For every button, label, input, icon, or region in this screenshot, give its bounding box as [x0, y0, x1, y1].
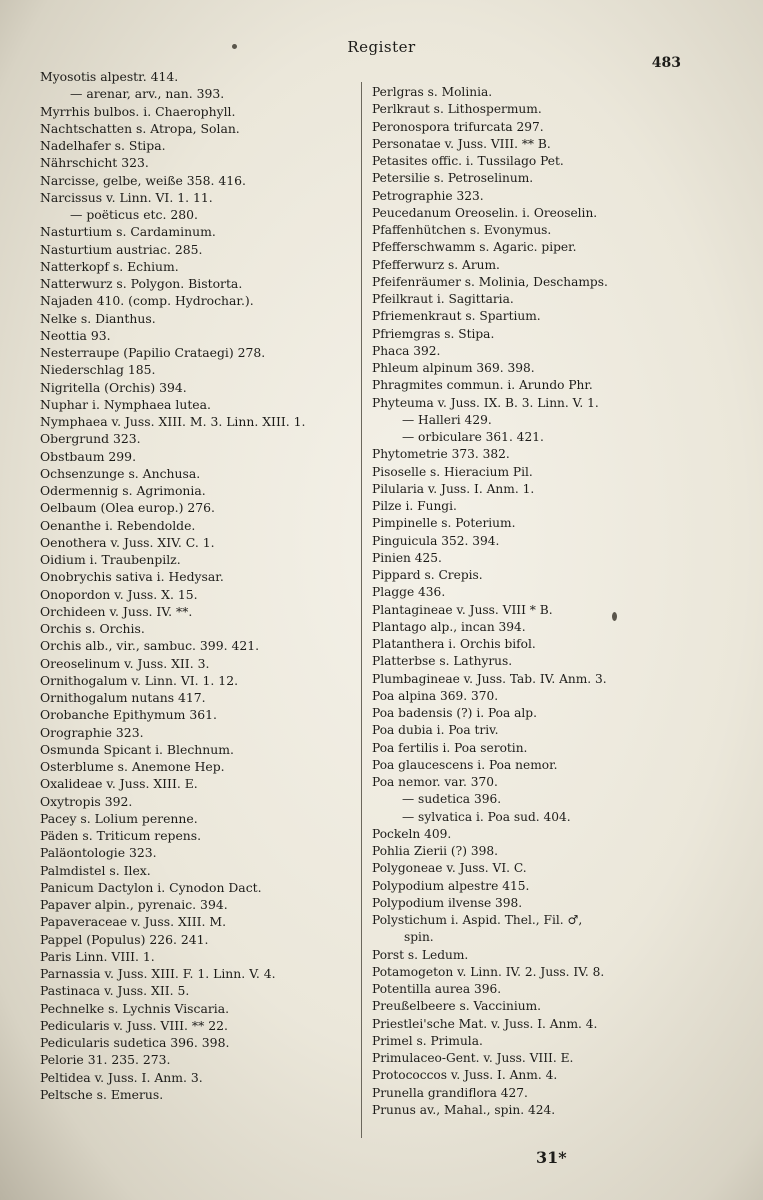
index-entry: Onopordon v. Juss. X. 15.	[40, 586, 198, 602]
index-entry: Pockeln 409.	[372, 826, 452, 841]
index-entry: Papaver alpin., pyrenaic. 394.	[40, 897, 228, 912]
index-entry: Pfefferwurz s. Arum.	[372, 257, 500, 272]
index-entry: Petersilie s. Petroselinum.	[372, 171, 534, 186]
index-entry: Phaca 392.	[372, 343, 441, 358]
index-entry: Myosotis alpestr. 414.	[40, 69, 179, 84]
index-entry: Pacey s. Lolium perenne.	[40, 810, 198, 826]
index-entry: Peltidea v. Juss. I. Anm. 3.	[40, 1069, 203, 1085]
index-entry: Palmdistel s. Ilex.	[40, 862, 151, 878]
index-entry: Polypodium ilvense 398.	[372, 895, 523, 910]
index-entry: Obergrund 323.	[40, 431, 141, 447]
index-entry: Poa glaucescens i. Poa nemor.	[372, 757, 558, 772]
index-entry: Onobrychis sativa i. Hedysar.	[40, 569, 224, 585]
index-entry: Orobanche Epithymum 361.	[40, 707, 217, 723]
index-entry: Phytometrie 373. 382.	[372, 447, 510, 462]
index-entry: Narcisse, gelbe, weiße 358. 416.	[40, 172, 246, 188]
index-entry: Phleum alpinum 369. 398.	[372, 361, 535, 375]
index-entry: Papaveraceae v. Juss. XIII. M.	[40, 914, 227, 930]
index-entry: Prunella grandiflora 427.	[372, 1085, 528, 1100]
index-entry: Nasturtium austriac. 285.	[40, 241, 203, 257]
index-entry: Poa nemor. var. 370.	[372, 775, 498, 789]
index-entry: Primulaceo-Gent. v. Juss. VIII. E.	[372, 1051, 574, 1065]
index-entry: Protococcos v. Juss. I. Anm. 4.	[372, 1068, 558, 1083]
index-entry: spin.	[404, 930, 434, 945]
index-entry: Pastinaca v. Juss. XII. 5.	[40, 983, 190, 999]
index-entry: Neottia 93.	[40, 327, 111, 343]
index-entry: Orographie 323.	[40, 724, 144, 740]
index-entry: Polystichum i. Aspid. Thel., Fil. ♂,	[372, 913, 583, 927]
index-entry: Oxytropis 392.	[40, 793, 133, 809]
page-number: 483	[651, 55, 681, 71]
index-entry: Pilze i. Fungi.	[372, 499, 457, 513]
index-entry: Pilularia v. Juss. I. Anm. 1.	[372, 481, 535, 496]
index-entry: Perlkraut s. Lithospermum.	[372, 102, 542, 117]
index-entry: Oreoselinum v. Juss. XII. 3.	[40, 655, 210, 671]
index-entry: Prunus av., Mahal., spin. 424.	[372, 1102, 556, 1117]
index-entry: Poa alpina 369. 370.	[372, 688, 499, 703]
index-entry: Oelbaum (Olea europ.) 276.	[40, 500, 215, 516]
index-entry: Paris Linn. VIII. 1.	[40, 948, 155, 964]
index-column-right	[372, 84, 692, 1119]
index-entry: — poëticus etc. 280.	[70, 207, 198, 222]
index-entry: — sylvatica i. Poa sud. 404.	[402, 809, 571, 824]
index-entry: Porst s. Ledum.	[372, 947, 469, 962]
index-entry: Petrographie 323.	[372, 188, 484, 203]
index-entry: Oxalideae v. Juss. XIII. E.	[40, 776, 198, 792]
index-entry: Nasturtium s. Cardaminum.	[40, 224, 216, 240]
index-entry: Oenanthe i. Rebendolde.	[40, 517, 196, 533]
index-entry: Myrrhis bulbos. i. Chaerophyll.	[40, 103, 236, 119]
printer-signature: 31*	[536, 1148, 567, 1167]
index-entry: Odermennig s. Agrimonia.	[40, 483, 206, 498]
index-entry: Peucedanum Oreoselin. i. Oreoselin.	[372, 205, 598, 220]
index-entry: Phragmites commun. i. Arundo Phr.	[372, 378, 593, 393]
index-entry: Pappel (Populus) 226. 241.	[40, 931, 209, 947]
paper-speck	[612, 612, 617, 621]
index-entry: Ornithogalum v. Linn. VI. 1. 12.	[40, 672, 239, 688]
index-entry: Natterkopf s. Echium.	[40, 258, 179, 274]
index-entry: Pohlia Zierii (?) 398.	[372, 844, 498, 858]
index-entry: Pedicularis v. Juss. VIII. ** 22.	[40, 1017, 228, 1033]
index-entry: Nymphaea v. Juss. XIII. M. 3. Linn. XIII. 1.	[40, 414, 306, 429]
running-header: Register	[347, 38, 416, 56]
index-entry: Pippard s. Crepis.	[372, 568, 483, 582]
index-entry: Päden s. Triticum repens.	[40, 828, 202, 843]
index-entry: Pfeilkraut i. Sagittaria.	[372, 292, 514, 306]
index-entry: Obstbaum 299.	[40, 448, 137, 464]
index-entry: Platterbse s. Lathyrus.	[372, 654, 513, 669]
index-entry: Orchis s. Orchis.	[40, 621, 145, 636]
index-entry: Pelorie 31. 235. 273.	[40, 1052, 171, 1068]
index-entry: Plantago alp., incan 394.	[372, 619, 526, 634]
index-entry: Pinguicula 352. 394.	[372, 533, 500, 548]
index-entry: Najaden 410. (comp. Hydrochar.).	[40, 293, 254, 309]
index-entry: Pechnelke s. Lychnis Viscaria.	[40, 1000, 230, 1016]
index-entry: Osterblume s. Anemone Hep.	[40, 759, 225, 774]
index-entry: Pedicularis sudetica 396. 398.	[40, 1035, 230, 1050]
index-column-left	[40, 68, 358, 1103]
index-entry: Perlgras s. Molinia.	[372, 85, 493, 99]
index-entry: Ornithogalum nutans 417.	[40, 690, 206, 705]
index-entry: — sudetica 396.	[402, 792, 502, 807]
index-entry: Plagge 436.	[372, 585, 446, 600]
index-entry: Primel s. Primula.	[372, 1033, 483, 1048]
index-entry: Potentilla aurea 396.	[372, 982, 502, 996]
index-entry: Polygoneae v. Juss. VI. C.	[372, 861, 527, 876]
index-entry: Potamogeton v. Linn. IV. 2. Juss. IV. 8.	[372, 964, 605, 979]
index-entry: Pisoselle s. Hieracium Pil.	[372, 464, 533, 479]
index-entry: Pfefferschwamm s. Agaric. piper.	[372, 240, 577, 255]
index-entry: Preußelbeere s. Vaccinium.	[372, 999, 542, 1014]
index-entry: Ochsenzunge s. Anchusa.	[40, 465, 201, 481]
index-entry: Osmunda Spicant i. Blechnum.	[40, 741, 234, 757]
index-entry: Narcissus v. Linn. VI. 1. 11.	[40, 189, 213, 205]
index-entry: Peronospora trifurcata 297.	[372, 119, 544, 134]
index-entry: Nelke s. Dianthus.	[40, 310, 156, 326]
index-entry: Panicum Dactylon i. Cynodon Dact.	[40, 879, 262, 895]
index-entry: Pimpinelle s. Poterium.	[372, 516, 516, 531]
index-entry: Plumbagineae v. Juss. Tab. IV. Anm. 3.	[372, 671, 607, 686]
index-entry: Nährschicht 323.	[40, 155, 149, 171]
index-entry: Polypodium alpestre 415.	[372, 878, 530, 893]
index-entry: Pfriemenkraut s. Spartium.	[372, 309, 541, 324]
index-entry: Nesterraupe (Papilio Crataegi) 278.	[40, 345, 266, 360]
index-entry: Priestlei'sche Mat. v. Juss. I. Anm. 4.	[372, 1016, 598, 1031]
index-entry: Paläontologie 323.	[40, 845, 157, 861]
index-entry: Pinien 425.	[372, 550, 442, 565]
index-entry: Platanthera i. Orchis bifol.	[372, 637, 536, 651]
index-entry: Poa fertilis i. Poa serotin.	[372, 740, 528, 755]
index-entry: Nadelhafer s. Stipa.	[40, 138, 166, 153]
index-entry: Petasites offic. i. Tussilago Pet.	[372, 154, 564, 168]
index-entry: — arenar, arv., nan. 393.	[70, 86, 225, 102]
index-entry: Parnassia v. Juss. XIII. F. 1. Linn. V. 4.	[40, 966, 276, 981]
index-entry: Oidium i. Traubenpilz.	[40, 552, 181, 567]
index-entry: Pfaffenhütchen s. Evonymus.	[372, 223, 552, 237]
index-entry: Pfeifenräumer s. Molinia, Deschamps.	[372, 274, 608, 289]
index-entry: Oenothera v. Juss. XIV. C. 1.	[40, 534, 215, 550]
index-entry: Poa dubia i. Poa triv.	[372, 723, 499, 738]
paper-speck	[232, 44, 237, 49]
index-entry: Peltsche s. Emerus.	[40, 1086, 164, 1102]
index-entry: Orchis alb., vir., sambuc. 399. 421.	[40, 638, 260, 654]
column-divider	[361, 82, 362, 1138]
index-entry: Nuphar i. Nymphaea lutea.	[40, 396, 211, 412]
index-entry: Poa badensis (?) i. Poa alp.	[372, 706, 537, 720]
index-entry: Niederschlag 185.	[40, 362, 156, 378]
index-entry: Nigritella (Orchis) 394.	[40, 379, 187, 395]
index-entry: Personatae v. Juss. VIII. ** B.	[372, 136, 551, 151]
index-entry: Phyteuma v. Juss. IX. B. 3. Linn. V. 1.	[372, 395, 599, 410]
index-entry: Natterwurz s. Polygon. Bistorta.	[40, 276, 243, 291]
index-entry: — orbiculare 361. 421.	[402, 430, 544, 444]
index-entry: Plantagineae v. Juss. VIII * B.	[372, 602, 553, 617]
index-entry: Orchideen v. Juss. IV. **.	[40, 603, 193, 619]
index-entry: Nachtschatten s. Atropa, Solan.	[40, 120, 240, 136]
index-entry: — Halleri 429.	[402, 412, 492, 427]
index-entry: Pfriemgras s. Stipa.	[372, 326, 495, 341]
